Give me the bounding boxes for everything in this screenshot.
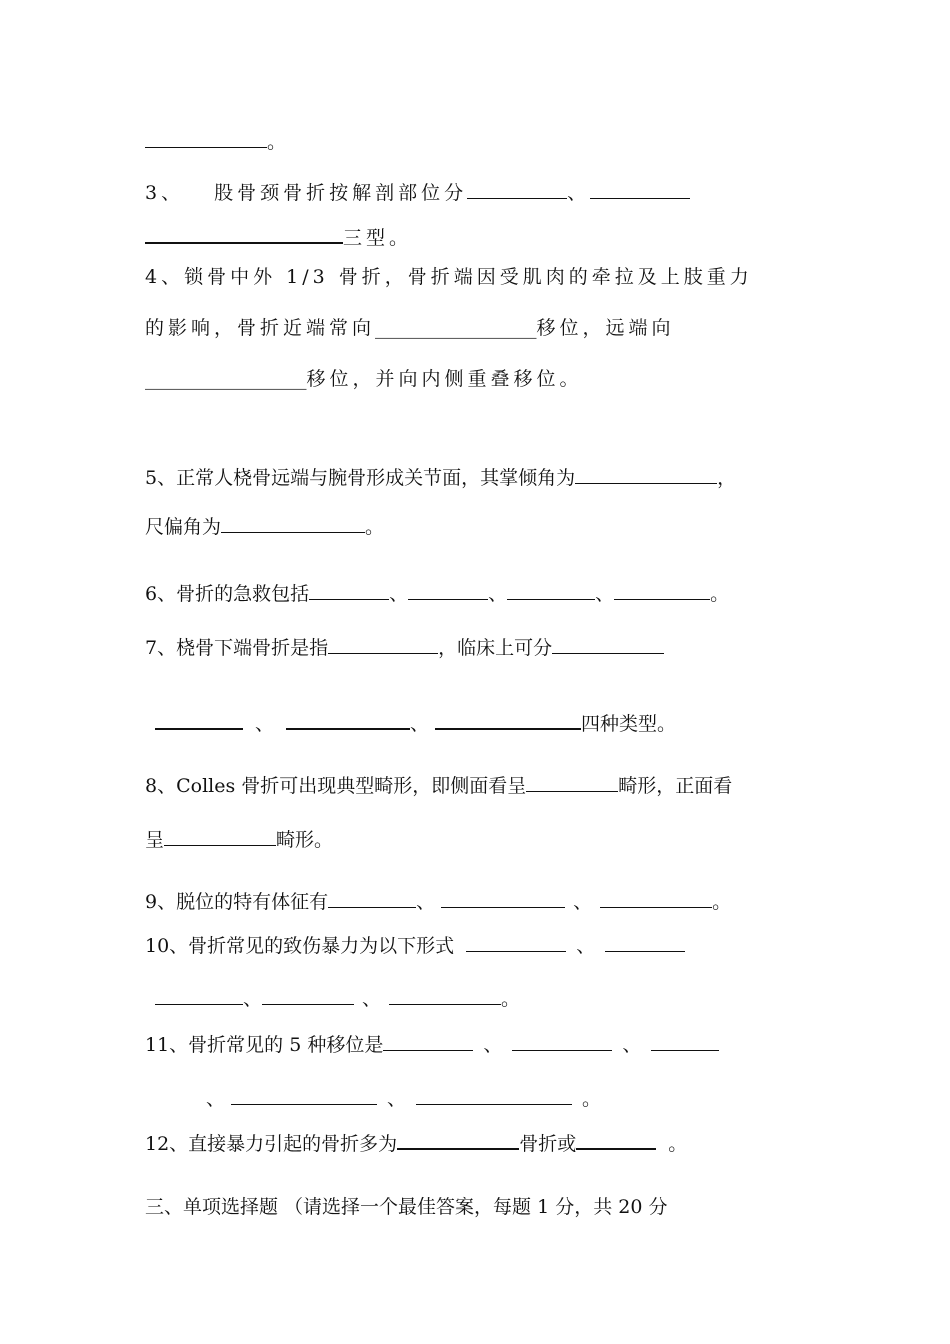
answer-blank[interactable] [416,1084,572,1105]
question-3: 3、 股骨颈骨折按解剖部位分 、 [145,178,690,206]
question-8-line1: 8、Colles 骨折可出现典型畸形，即侧面看呈 畸形，正面看 [145,771,732,799]
answer-blank[interactable] [651,1030,719,1051]
answer-blank[interactable]: _________________ [145,368,307,390]
answer-blank[interactable] [600,887,712,908]
answer-blank[interactable] [466,931,566,952]
answer-blank[interactable] [590,178,690,199]
question-11: 11、骨折常见的 5 种移位是 、 、 [145,1030,719,1058]
question-4-line3: _________________移位，并向内侧重叠移位。 [145,368,583,390]
answer-blank[interactable] [145,127,267,148]
answer-blank[interactable] [231,1084,377,1105]
answer-blank[interactable] [328,887,416,908]
question-7: 7、桡骨下端骨折是指 ，临床上可分 [145,633,664,661]
answer-blank[interactable] [145,222,343,244]
answer-blank[interactable] [435,708,581,730]
answer-blank[interactable] [221,512,365,533]
answer-blank[interactable] [614,579,710,600]
answer-blank[interactable]: _________________ [375,317,537,339]
question-5-line1: 5、正常人桡骨远端与腕骨形成关节面，其掌倾角为 ， [145,463,736,491]
section-heading: 三、单项选择题 （请选择一个最佳答案，每题 1 分，共 20 分 [145,1196,668,1218]
answer-blank[interactable] [507,579,595,600]
answer-blank[interactable] [155,708,243,730]
question-12: 12、直接暴力引起的骨折多为 骨折或 。 [145,1128,687,1157]
answer-blank[interactable] [552,633,664,654]
question-9: 9、脱位的特有体征有 、 、 。 [145,887,731,915]
question-6: 6、骨折的急救包括 、 、 、 。 [145,579,729,607]
answer-blank[interactable] [389,984,501,1005]
answer-blank[interactable] [155,984,243,1005]
answer-blank[interactable] [441,887,565,908]
question-number: 3、 [145,182,185,204]
question-4-line1: 4、锁骨中外 1/3 骨折，骨折端因受肌肉的牵拉及上肢重力 [145,266,753,288]
question-5-line2: 尺偏角为 。 [145,512,384,540]
question-text: 股骨颈骨折按解剖部位分 [214,182,468,204]
answer-blank[interactable] [408,579,488,600]
answer-blank[interactable] [164,825,276,846]
question-11-line2: 、 、 。 [206,1084,601,1112]
answer-blank[interactable] [467,178,567,199]
answer-blank[interactable] [286,708,410,730]
answer-blank[interactable] [512,1030,612,1051]
question-4-line2: 的影响，骨折近端常向_________________移位，远端向 [145,317,675,339]
answer-blank[interactable] [383,1030,473,1051]
q2-tail: 。 [145,127,286,155]
answer-blank[interactable] [262,984,354,1005]
answer-blank[interactable] [575,463,717,484]
answer-blank[interactable] [526,771,618,792]
question-8-line2: 呈 畸形。 [145,825,333,853]
answer-blank[interactable] [309,579,389,600]
answer-blank[interactable] [397,1128,519,1150]
answer-blank[interactable] [328,633,438,654]
question-10-line2: 、 、 。 [155,984,520,1012]
question-10: 10、骨折常见的致伤暴力为以下形式 、 [145,931,685,959]
answer-blank[interactable] [576,1128,656,1150]
question-3-line2: 三型。 [145,222,412,251]
answer-blank[interactable] [605,931,685,952]
question-7-line2: 、 、 四种类型。 [155,708,676,737]
